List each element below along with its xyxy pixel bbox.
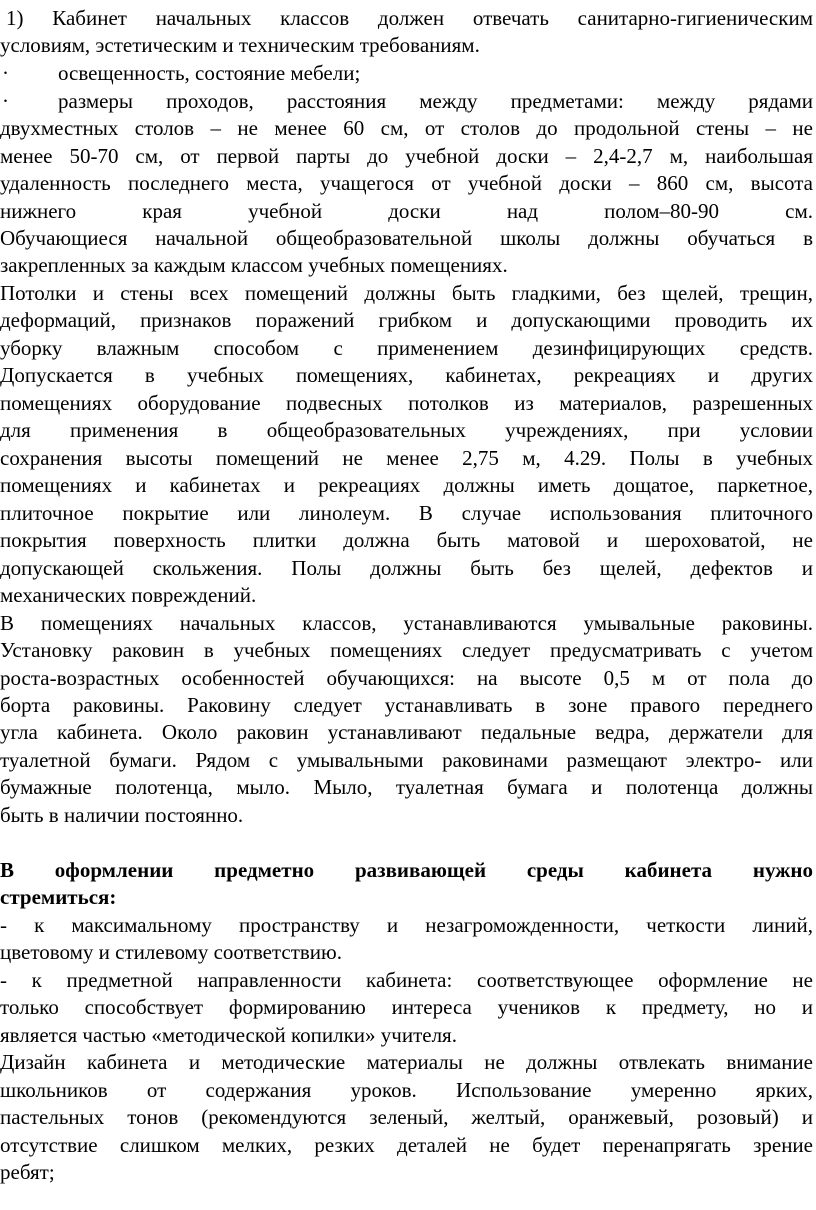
paragraph-line: нижнего края учебной доски над полом–80-90 см. <box>0 199 813 223</box>
paragraph-line: Допускается в учебных помещениях, кабинетах, рекреациях и других <box>0 363 813 387</box>
paragraph-line: Дизайн кабинета и методические материалы не должны отвлекать внимание <box>0 1050 813 1074</box>
paragraph-line: уборку влажным способом с применением дезинфицирующих средств. <box>0 336 813 360</box>
section-heading: В оформлении предметно развивающей среды кабинета нужно <box>0 858 813 882</box>
paragraph-line: помещениях и кабинетах и рекреациях должны иметь дощатое, паркетное, <box>0 473 813 497</box>
paragraph-line: Обучающиеся начальной общеобразовательной школы должны обучаться в <box>0 226 813 250</box>
list-item: является частью «методической копилки» учителя. <box>0 1023 457 1047</box>
paragraph-line: пастельных тонов (рекомендуются зеленый, желтый, оранжевый, розовый) и <box>0 1105 813 1129</box>
paragraph-line: деформаций, признаков поражений грибком и допускающими проводить их <box>0 308 813 332</box>
paragraph-line: механических повреждений. <box>0 583 257 607</box>
section-heading: стремиться: <box>0 885 117 909</box>
paragraph-line: быть в наличии постоянно. <box>0 803 244 827</box>
paragraph-line: бумажные полотенца, мыло. Мыло, туалетная бумага и полотенца должны <box>0 775 813 799</box>
paragraph-line: удаленность последнего места, учащегося от учебной доски – 860 см, высота <box>0 171 813 195</box>
paragraph-line: плиточное покрытие или линолеум. В случае использования плиточного <box>0 501 813 525</box>
list-item: - к предметной направленности кабинета: соответствующее оформление не <box>0 968 813 992</box>
paragraph-line: для применения в общеобразовательных учреждениях, при условии <box>0 418 813 442</box>
bullet-text: освещенность, состояние мебели; <box>58 61 361 85</box>
bullet-marker: · <box>2 89 9 113</box>
paragraph-line: ребят; <box>0 1160 55 1184</box>
paragraph-line: Установку раковин в учебных помещениях следует предусматривать с учетом <box>0 638 813 662</box>
paragraph-line: угла кабинета. Около раковин устанавливают педальные ведра, держатели для <box>0 720 813 744</box>
paragraph-line: условиям, эстетическим и техническим требованиям. <box>0 33 480 57</box>
paragraph-line: двухместных столов – не менее 60 см, от столов до продольной стены – не <box>0 116 813 140</box>
paragraph-line: покрытия поверхность плитки должна быть матовой и шероховатой, не <box>0 528 813 552</box>
paragraph-line: отсутствие слишком мелких, резких деталей не будет перенапрягать зрение <box>0 1133 813 1157</box>
bullet-marker: · <box>2 61 9 85</box>
list-item: - к максимальному пространству и незагроможденности, четкости линий, <box>0 913 813 937</box>
paragraph-line: туалетной бумаги. Рядом с умывальными раковинами размещают электро- или <box>0 748 813 772</box>
paragraph-line: В помещениях начальных классов, устанавливаются умывальные раковины. <box>0 611 813 635</box>
paragraph-line: менее 50-70 см, от первой парты до учебной доски – 2,4-2,7 м, наибольшая <box>0 144 813 168</box>
list-item: только способствует формированию интереса учеников к предмету, но и <box>0 995 813 1019</box>
paragraph-line: роста-возрастных особенностей обучающихся: на высоте 0,5 м от пола до <box>0 666 813 690</box>
paragraph-line: борта раковины. Раковину следует устанавливать в зоне правого переднего <box>0 693 813 717</box>
list-item: цветовому и стилевому соответствию. <box>0 940 342 964</box>
paragraph-line: сохранения высоты помещений не менее 2,75 м, 4.29. Полы в учебных <box>0 446 813 470</box>
paragraph-line: закрепленных за каждым классом учебных помещениях. <box>0 253 508 277</box>
bullet-text: размеры проходов, расстояния между предметами: между рядами <box>58 89 813 113</box>
paragraph-line: 1) Кабинет начальных классов должен отвечать санитарно-гигиеническим <box>6 6 813 30</box>
paragraph-line: помещениях оборудование подвесных потолков из материалов, разрешенных <box>0 391 813 415</box>
paragraph-line: школьников от содержания уроков. Использование умеренно ярких, <box>0 1078 813 1102</box>
paragraph-line: допускающей скольжения. Полы должны быть без щелей, дефектов и <box>0 556 813 580</box>
paragraph-line: Потолки и стены всех помещений должны быть гладкими, без щелей, трещин, <box>0 281 813 305</box>
